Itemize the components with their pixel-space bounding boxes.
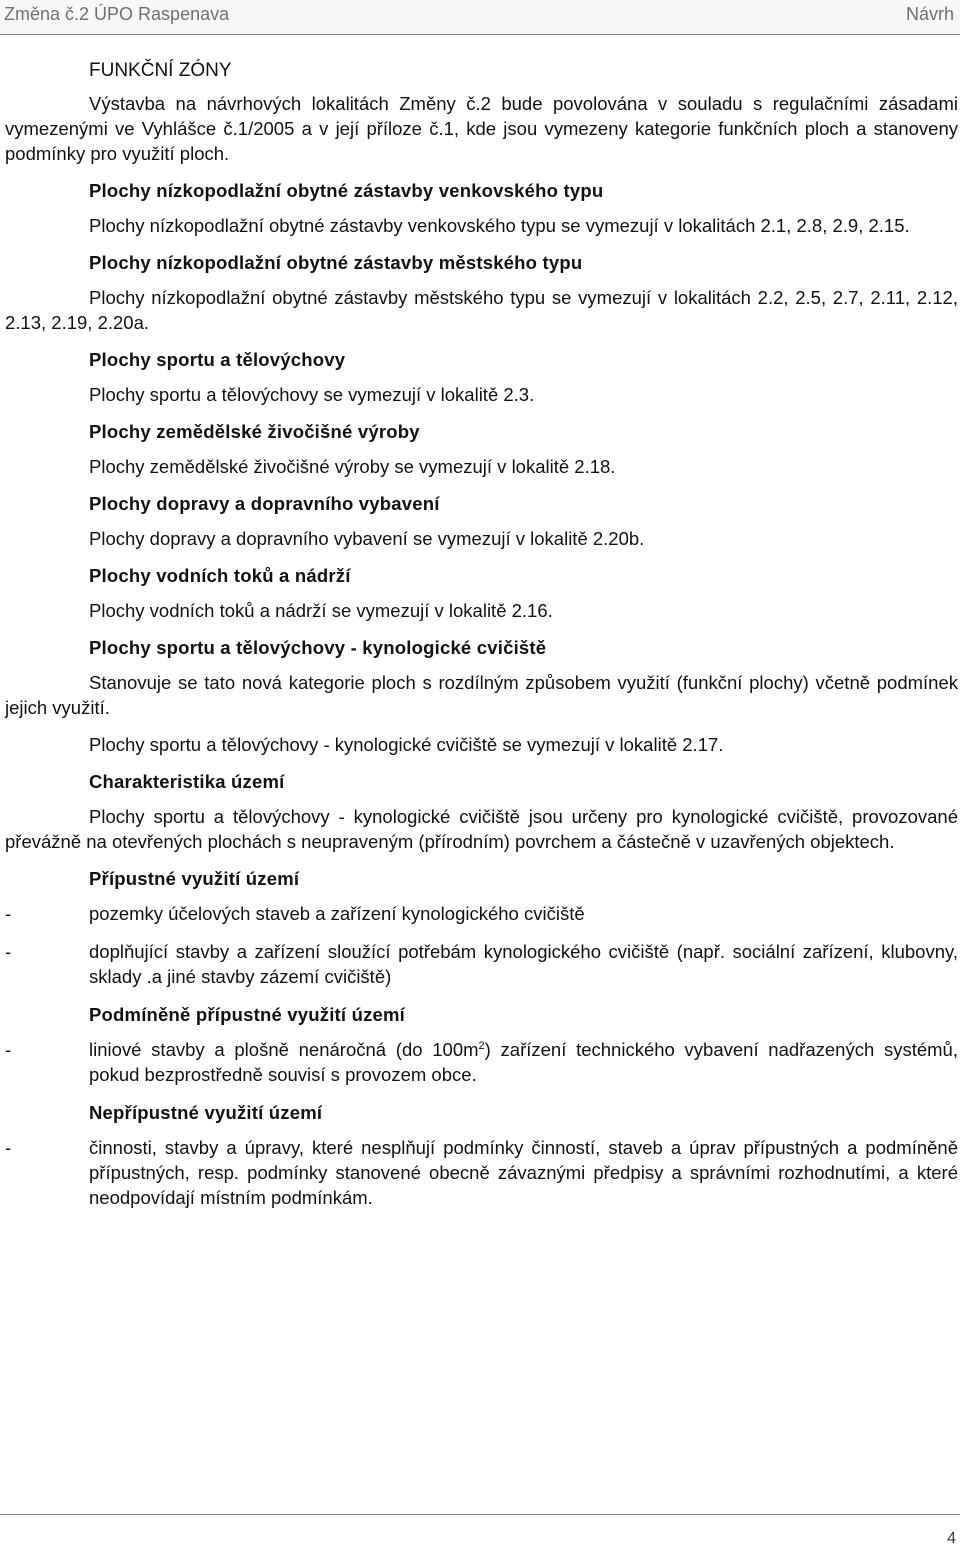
conditional-text-end: ) zařízení technického vybavení nadřazených systémů, pokud bezprostředně souvisí s provozem obce. [89,1039,958,1085]
zone-heading: Plochy nízkopodlažní obytné zástavby venkovského typu [89,180,604,201]
characteristic-heading: Charakteristika území [89,771,285,792]
list-item-text [89,1037,958,1087]
zone-text: Plochy zemědělské živočišné výroby se vymezují v lokalitě 2.18. [89,456,616,477]
list-dash: - [5,941,12,962]
kynology-intro: Stanovuje se tato nová kategorie ploch s rozdílným způsobem využití (funkční plochy) včetně podmínek jejich využití. [5,672,958,718]
zone-text: Plochy sportu a tělovýchovy se vymezují v lokalitě 2.3. [89,384,535,405]
section-title: FUNKČNÍ ZÓNY [89,60,232,81]
allowed-use-heading: Přípustné využití území [89,868,300,889]
intro-paragraph: Výstavba na návrhových lokalitách Změny č.2 bude povolována v souladu s regulačními zásadami vymezenými ve Vyhlášce č.1/2005 a v její příloze č.1, kde jsou vymezeny kategorie funkčních ploch a stanoveny podmínky pro využití ploch. [5,93,958,164]
superscript: 2 [478,1039,485,1052]
page-header [0,0,960,35]
list-dash: - [5,1039,12,1060]
zone-heading: Plochy nízkopodlažní obytné zástavby městského typu [89,252,583,273]
list-item [5,939,958,989]
page-number: 4 [947,1530,956,1547]
conditional-text-start: liniové stavby a plošně nenáročná (do 100m [89,1039,479,1060]
zone-text: Plochy nízkopodlažní obytné zástavby městského typu se vymezují v lokalitách 2.2, 2.5, 2.7, 2.11, 2.12, 2.13, 2.19, 2.20a. [5,287,958,333]
zone-heading: Plochy vodních toků a nádrží [89,565,351,586]
list-item-text: doplňující stavby a zařízení sloužící potřebám kynologického cvičiště (např. sociální zařízení, klubovny, sklady .a jiné stavby zázemí cvičiště) [89,941,958,987]
list-dash: - [5,1137,12,1158]
characteristic-text: Plochy sportu a tělovýchovy - kynologické cvičiště jsou určeny pro kynologické cvičiště, provozované převážně na otevřených plochách s neupraveným (přírodním) povrchem a částečně v uzavřených objektech. [5,806,958,852]
conditional-use-heading: Podmíněně přípustné využití území [89,1004,406,1025]
zone-heading: Plochy sportu a tělovýchovy [89,349,346,370]
page-footer [0,1514,960,1559]
list-item-text: pozemky účelových staveb a zařízení kynologického cvičiště [89,903,585,924]
zone-heading: Plochy dopravy a dopravního vybavení [89,493,440,514]
zone-heading: Plochy zemědělské živočišné výroby [89,421,420,442]
kynology-heading: Plochy sportu a tělovýchovy - kynologické cvičiště [89,637,547,658]
list-item [5,1037,958,1087]
zone-text: Plochy dopravy a dopravního vybavení se vymezují v lokalitě 2.20b. [89,528,645,549]
list-dash: - [5,903,12,924]
list-item-text: činnosti, stavby a úpravy, které nesplňují podmínky činností, staveb a úprav přípustných a podmíněně přípustných, resp. podmínky stanovené obecně závaznými předpisy a správními rozhodnutími, a které neodpovídají místním podmínkám. [89,1137,958,1208]
kynology-text: Plochy sportu a tělovýchovy - kynologické cvičiště se vymezují v lokalitě 2.17. [89,734,724,755]
list-item [5,1135,958,1210]
zone-text: Plochy vodních toků a nádrží se vymezují v lokalitě 2.16. [89,600,553,621]
document-body [5,58,958,1223]
list-item [5,901,958,926]
header-status: Návrh [905,4,954,24]
header-document-title: Změna č.2 ÚPO Raspenava [4,4,230,24]
forbidden-use-heading: Nepřípustné využití území [89,1102,323,1123]
zone-text: Plochy nízkopodlažní obytné zástavby venkovského typu se vymezují v lokalitách 2.1, 2.8, 2.9, 2.15. [89,215,910,236]
